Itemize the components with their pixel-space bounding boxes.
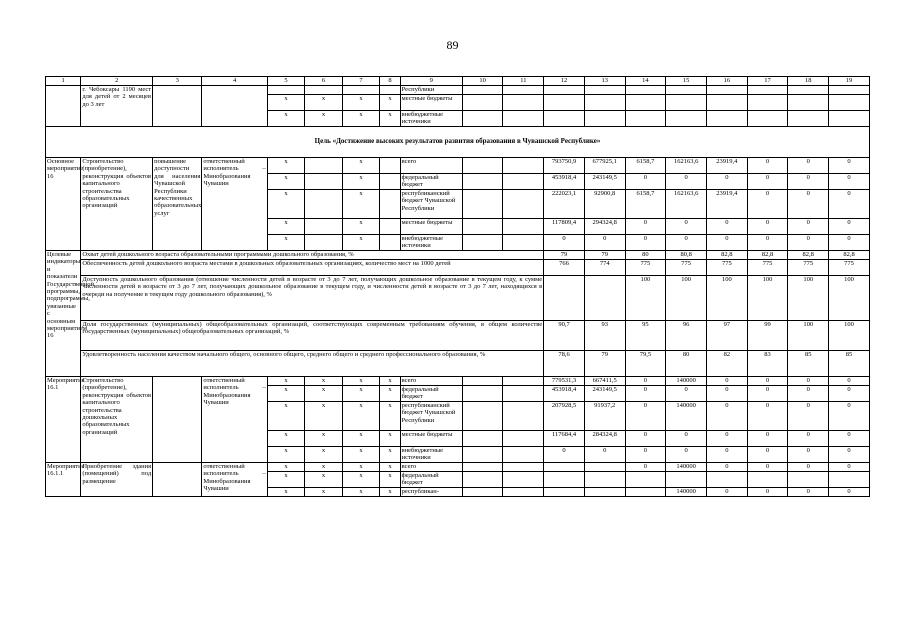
funding-source: местные бюджеты <box>400 431 462 447</box>
table-row <box>46 86 870 95</box>
funding-source: местные бюджеты <box>400 95 462 111</box>
column-number: 1 <box>46 77 81 86</box>
column-number: 19 <box>829 77 870 86</box>
indicator-text: Охват детей дошкольного возраста образовательными программами дошкольного образования, % <box>81 251 544 260</box>
goal-row <box>46 127 870 158</box>
table-row: x x x x республикан- 140000 0 0 0 0 <box>46 488 870 497</box>
event-name: Приобретение здания (помещений) под размещение <box>81 463 153 497</box>
funding-source: Республики <box>400 86 462 95</box>
indicator-row: Доля государственных (муниципальных) общеобразовательных организаций, соответствующих современным требованиям обучения, в общем количестве государственных (муниципальных) общеобразовательных организаций, % 90,7 93 95 96 97 99 100 100 <box>46 321 870 351</box>
table-row: x x x x местные бюджеты <box>46 95 870 111</box>
indicator-row: Обеспеченность детей дошкольного возраста местами в дошкольных образовательных организациях, количество мест на 1000 детей 766 774 775 775 775 775 775 775 <box>46 260 870 276</box>
column-number: 8 <box>380 77 400 86</box>
table-row: x x x x внебюджетные источники 0 0 0 0 0 0 0 0 <box>46 447 870 463</box>
event-label: Мероприятие 16.1.1 <box>46 463 81 497</box>
column-number: 18 <box>788 77 829 86</box>
event-executor: ответственный исполнитель – Минобразования Чувашии <box>202 377 267 463</box>
column-number: 15 <box>666 77 707 86</box>
table-row: x x федеральный бюджет 453918,4 243149,5 0 0 0 0 0 0 <box>46 174 870 190</box>
column-number: 9 <box>400 77 462 86</box>
table-row: Мероприятие 16.1 Строительство (приобретение), реконструкция объектов капитального строительства дошкольных образовательных организаций ответственный исполнитель – Минобразования Чувашии x x x x всего 779531,3 667411,5 0 140000 0 0 0 0 <box>46 377 870 386</box>
column-number: 10 <box>462 77 503 86</box>
column-number: 6 <box>305 77 343 86</box>
funding-source: федеральный бюджет <box>400 174 462 190</box>
funding-source: федеральный бюджет <box>400 472 462 488</box>
table-row: Основное мероприятие 16 Строительство (приобретение), реконструкция объектов капитального строительства образовательных организаций повышение доступности для населения Чувашской Республики качественных образовательных услуг ответственный исполнитель – Минобразования Чувашии x x всего 793750,9 677925,1 6158,7 162163,6 23919,4 0 0 0 <box>46 158 870 174</box>
column-number: 4 <box>202 77 267 86</box>
table-row: x x местные бюджеты 117809,4 294324,8 0 0 0 0 0 0 <box>46 219 870 235</box>
event-indicator: повышение доступности для населения Чувашской Республики качественных образовательных услуг <box>153 158 202 251</box>
goal-title: Цель «Достижение высоких результатов развития образования в Чувашской Республике» <box>46 127 870 158</box>
column-number: 13 <box>584 77 625 86</box>
event-label: Мероприятие 16.1 <box>46 377 81 463</box>
event-name: Строительство (приобретение), реконструкция объектов капитального строительства дошкольных образовательных организаций <box>81 377 153 463</box>
funding-source: республиканский бюджет Чувашской Республики <box>400 190 462 219</box>
funding-source: федеральный бюджет <box>400 386 462 402</box>
event-executor: ответственный исполнитель – Минобразования Чувашии <box>202 158 267 251</box>
table-row: x x внебюджетные источники 0 0 0 0 0 0 0 0 <box>46 235 870 251</box>
funding-source: внебюджетные источники <box>400 447 462 463</box>
table-row: x x x x республиканский бюджет Чувашской Республики 207928,5 91937,2 0 140000 0 0 0 0 <box>46 402 870 431</box>
column-number: 5 <box>267 77 305 86</box>
column-number: 12 <box>544 77 585 86</box>
program-table <box>45 76 870 497</box>
indicator-text: Удовлетворенность населения качеством начального общего, основного общего, среднего общего и среднего профессионального образования, % <box>81 351 544 377</box>
funding-source: республикан- <box>400 488 462 497</box>
event-label: Основное мероприятие 16 <box>46 158 81 251</box>
funding-source: всего <box>400 158 462 174</box>
indicator-text: Обеспеченность детей дошкольного возраста местами в дошкольных образовательных организациях, количество мест на 1000 детей <box>81 260 544 276</box>
indicator-text: Доступность дошкольного образования (отношение численности детей в возрасте от 3 до 7 лет, получающих дошкольное образование в текущем году, к сумме численности детей в возрасте от 3 до 7 лет, получающих дошкольное образование в текущем году, и численности детей в возрасте от 3 до 7 лет, находящихся в очереди на получение в текущем году дошкольного образования), % <box>81 276 544 321</box>
page-number: 89 <box>446 38 459 52</box>
column-number: 3 <box>153 77 202 86</box>
funding-source: всего <box>400 377 462 386</box>
table-row: x x x x внебюджетные источники <box>46 111 870 127</box>
column-number: 14 <box>625 77 666 86</box>
continuation-object-cell: г. Чебоксары 1190 мест для детей от 2 месяцев до 3 лет <box>81 86 153 127</box>
table-row: x x республиканский бюджет Чувашской Республики 222023,1 92900,8 6158,7 162163,6 23919,4 0 0 0 <box>46 190 870 219</box>
table-row: x x x x местные бюджеты 117684,4 284324,8 0 0 0 0 0 0 <box>46 431 870 447</box>
indicators-label: Целевые индикаторы и показатели Государственной программы, подпрограммы, увязанные с основным мероприятием 16 <box>46 251 81 377</box>
indicator-text: Доля государственных (муниципальных) общеобразовательных организаций, соответствующих современным требованиям обучения, в общем количестве государственных (муниципальных) общеобразовательных организаций, % <box>81 321 544 351</box>
table-row: x x x x федеральный бюджет <box>46 472 870 488</box>
column-number: 11 <box>503 77 544 86</box>
indicator-row: Удовлетворенность населения качеством начального общего, основного общего, среднего общего и среднего профессионального образования, % 78,6 79 79,5 80 82 83 85 85 <box>46 351 870 377</box>
funding-source: всего <box>400 463 462 472</box>
funding-source: местные бюджеты <box>400 219 462 235</box>
column-number: 7 <box>342 77 380 86</box>
table-row: x x x x федеральный бюджет 453918,4 243149,5 0 0 0 0 0 0 <box>46 386 870 402</box>
funding-source: внебюджетные источники <box>400 111 462 127</box>
column-number: 2 <box>81 77 153 86</box>
table-row: Мероприятие 16.1.1 Приобретение здания (помещений) под размещение ответственный исполнитель – Минобразования Чувашии x x x x всего 0 140000 0 0 0 0 <box>46 463 870 472</box>
column-number: 17 <box>747 77 788 86</box>
event-executor: ответственный исполнитель – Минобразования Чувашии <box>202 463 267 497</box>
funding-source: внебюджетные источники <box>400 235 462 251</box>
event-name: Строительство (приобретение), реконструкция объектов капитального строительства образовательных организаций <box>81 158 153 251</box>
funding-source: республиканский бюджет Чувашской Республики <box>400 402 462 431</box>
column-number: 16 <box>706 77 747 86</box>
indicator-row: Целевые индикаторы и показатели Государственной программы, подпрограммы, увязанные с основным мероприятием 16 Охват детей дошкольного возраста образовательными программами дошкольного образования, % 79 79 80 80,8 82,8 82,8 82,8 82,8 <box>46 251 870 260</box>
indicator-row: Доступность дошкольного образования (отношение численности детей в возрасте от 3 до 7 лет, получающих дошкольное образование в текущем году, к сумме численности детей в возрасте от 3 до 7 лет, получающих дошкольное образование в текущем году, и численности детей в возрасте от 3 до 7 лет, находящихся в очереди на получение в текущем году дошкольного образования), % 100 100 100 100 100 100 <box>46 276 870 321</box>
column-number-row <box>46 77 870 86</box>
